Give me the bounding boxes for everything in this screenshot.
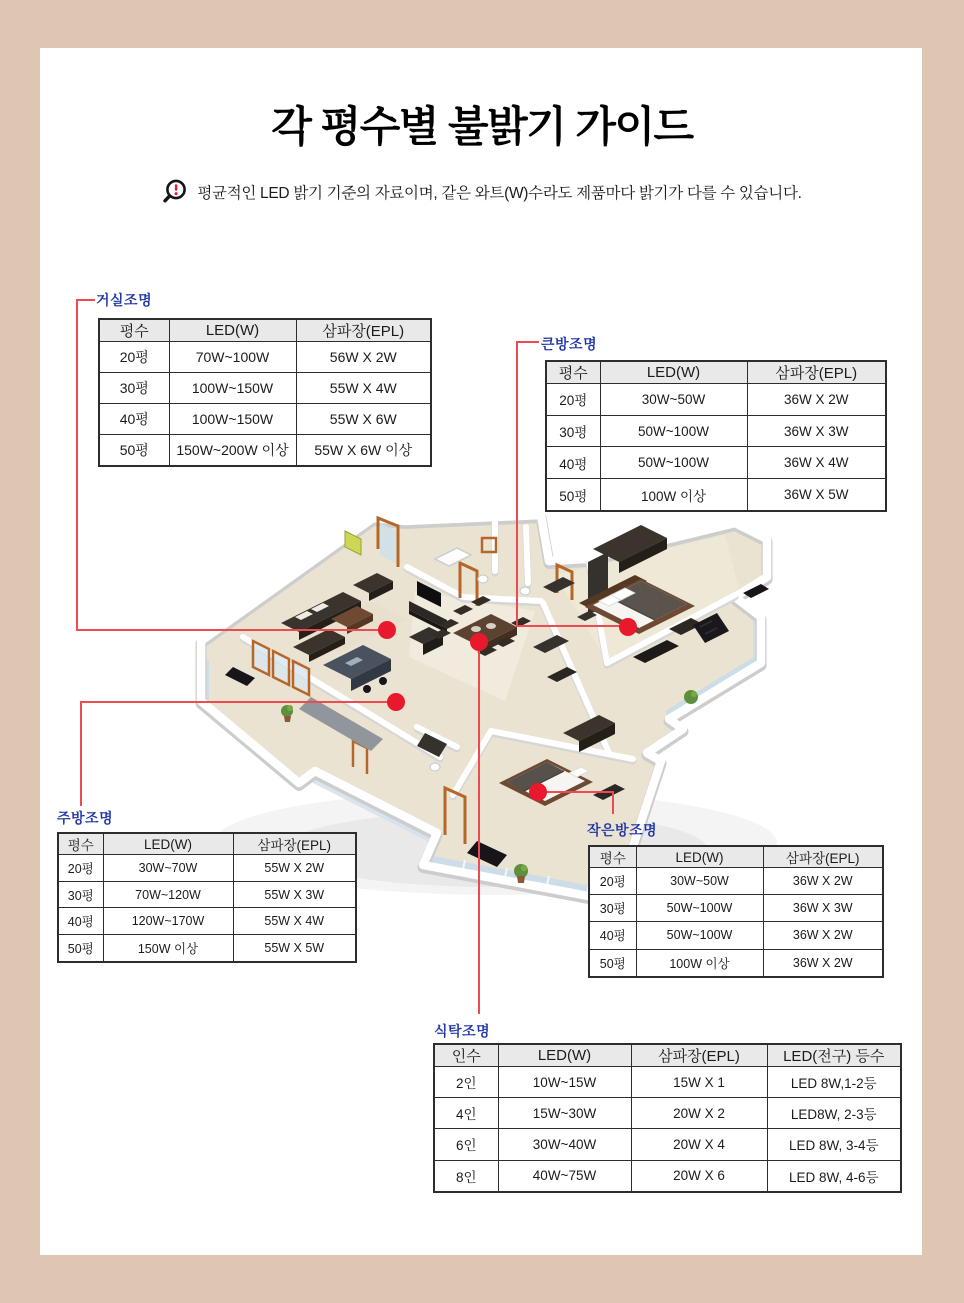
data-cell: 40평 [546,447,600,479]
data-cell: 30W~50W [636,868,763,895]
data-cell: LED8W, 2-3등 [767,1098,901,1129]
table-row [589,895,883,922]
data-cell: 56W X 2W [296,342,431,373]
data-cell: 30W~70W [103,855,233,882]
data-cell: 100W 이상 [600,479,747,511]
data-cell: 100W~150W [169,372,296,403]
data-cell: 55W X 2W [233,855,356,882]
data-cell: 4인 [434,1098,498,1129]
data-cell: 50W~100W [636,922,763,949]
data-cell: 40W~75W [498,1160,631,1192]
table-header-row [589,846,883,868]
data-cell: LED 8W, 4-6등 [767,1160,901,1192]
table-row [99,372,431,403]
header-cell: 삼파장(EPL) [296,319,431,342]
header-cell: 평수 [589,846,636,868]
data-cell: 36W X 2W [763,922,883,949]
kitchen-lighting-table [57,832,357,963]
small-room-lighting-label: 작은방조명 [587,822,658,838]
header-cell: 삼파장(EPL) [763,846,883,868]
table-row [546,447,886,479]
data-cell: 36W X 3W [747,415,886,447]
header-cell: 평수 [99,319,169,342]
header-cell: 삼파장(EPL) [631,1044,767,1067]
data-cell: 36W X 2W [763,949,883,977]
data-cell: 36W X 5W [747,479,886,511]
data-cell: 30평 [546,415,600,447]
header-cell: 평수 [58,833,103,855]
table-row [434,1160,901,1192]
header-cell: LED(W) [600,361,747,384]
data-cell: 30평 [99,372,169,403]
data-cell: 50평 [58,935,103,962]
data-cell: LED 8W, 3-4등 [767,1129,901,1160]
data-cell: 70W~100W [169,342,296,373]
data-cell: 30W~50W [600,384,747,416]
data-cell: 36W X 2W [763,868,883,895]
data-cell: 8인 [434,1160,498,1192]
table-row [546,415,886,447]
data-cell: 30평 [589,895,636,922]
data-cell: 40평 [58,908,103,935]
data-cell: 70W~120W [103,881,233,908]
data-cell: 150W 이상 [103,935,233,962]
data-cell: 50W~100W [636,895,763,922]
data-cell: 55W X 6W [296,403,431,434]
table-row [546,384,886,416]
dining-lighting-label: 식탁조명 [434,1023,491,1039]
table-header-row [434,1044,901,1067]
header-cell: LED(전구) 등수 [767,1044,901,1067]
table-row [99,342,431,373]
data-cell: 30평 [58,881,103,908]
table-row [58,855,356,882]
table-row [99,434,431,466]
data-cell: 100W~150W [169,403,296,434]
data-cell: 20평 [589,868,636,895]
big-room-lighting-table [545,360,887,512]
data-cell: 36W X 4W [747,447,886,479]
data-cell: 100W 이상 [636,949,763,977]
table-row [589,949,883,977]
data-cell: 6인 [434,1129,498,1160]
data-cell: 15W X 1 [631,1067,767,1098]
data-cell: 20평 [546,384,600,416]
table-header-row [546,361,886,384]
living-lighting-label: 거실조명 [96,292,153,308]
data-cell: 40평 [99,403,169,434]
living-lighting-table [98,318,432,467]
header-cell: LED(W) [498,1044,631,1067]
table-row [546,479,886,511]
data-cell: 50평 [589,949,636,977]
data-cell: 50W~100W [600,447,747,479]
header-cell: LED(W) [103,833,233,855]
table-row [99,403,431,434]
page-title: 각 평수별 불밝기 가이드 [271,103,693,150]
data-cell: 55W X 4W [233,908,356,935]
table-row [434,1067,901,1098]
table-row [58,935,356,962]
header-cell: 삼파장(EPL) [747,361,886,384]
data-cell: 40평 [589,922,636,949]
data-cell: 20평 [58,855,103,882]
table-row [589,868,883,895]
data-cell: 55W X 3W [233,881,356,908]
data-cell: 55W X 6W 이상 [296,434,431,466]
data-cell: 55W X 4W [296,372,431,403]
alert-magnifier-icon [162,178,188,205]
data-cell: 36W X 2W [747,384,886,416]
header-cell: 평수 [546,361,600,384]
table-row [434,1098,901,1129]
data-cell: 50W~100W [600,415,747,447]
table-header-row [58,833,356,855]
header-cell: 인수 [434,1044,498,1067]
table-row [58,908,356,935]
data-cell: 36W X 3W [763,895,883,922]
header-cell: LED(W) [169,319,296,342]
kitchen-lighting-label: 주방조명 [57,810,114,826]
data-cell: 20평 [99,342,169,373]
table-header-row [99,319,431,342]
data-cell: 30W~40W [498,1129,631,1160]
big-room-lighting-label: 큰방조명 [541,336,598,352]
table-row [58,881,356,908]
table-row [589,922,883,949]
data-cell: 15W~30W [498,1098,631,1129]
dining-lighting-table [433,1043,902,1193]
data-cell: 55W X 5W [233,935,356,962]
notice [0,178,964,205]
data-cell: 50평 [546,479,600,511]
notice-text: 평균적인 LED 밝기 기준의 자료이며, 같은 와트(W)수라도 제품마다 밝기가 다를 수 있습니다. [197,184,802,202]
data-cell: 150W~200W 이상 [169,434,296,466]
data-cell: 20W X 4 [631,1129,767,1160]
table-row [434,1129,901,1160]
data-cell: 120W~170W [103,908,233,935]
data-cell: 20W X 2 [631,1098,767,1129]
data-cell: 50평 [99,434,169,466]
data-cell: 10W~15W [498,1067,631,1098]
header-cell: LED(W) [636,846,763,868]
data-cell: LED 8W,1-2등 [767,1067,901,1098]
data-cell: 20W X 6 [631,1160,767,1192]
small-room-lighting-table [588,845,884,978]
header-cell: 삼파장(EPL) [233,833,356,855]
data-cell: 2인 [434,1067,498,1098]
